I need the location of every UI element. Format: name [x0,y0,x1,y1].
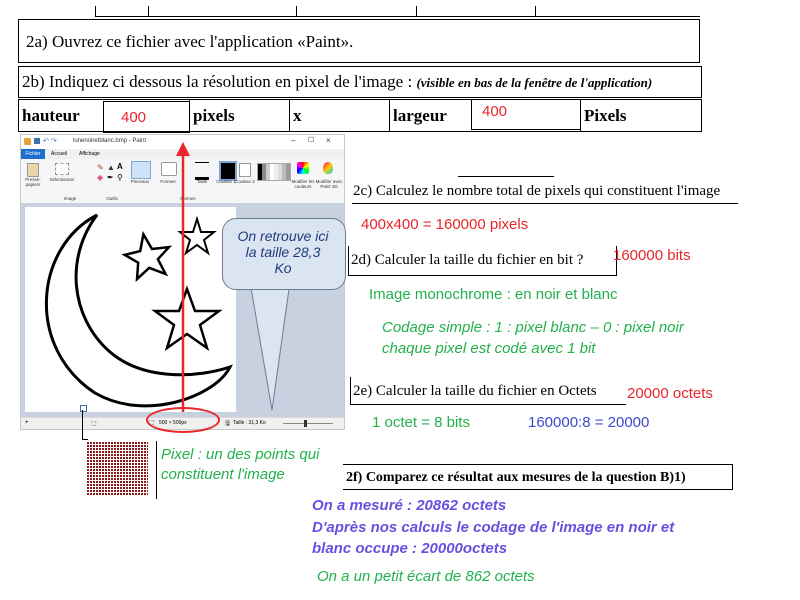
clipboard-icon[interactable] [27,163,39,177]
question-2c: 2c) Calculez le nombre total de pixels qui constituent l'image [353,183,721,199]
color2-swatch[interactable] [239,163,251,177]
table-border [18,99,702,100]
question-2a: 2a) Ouvrez ce fichier avec l'application «Paint». [26,32,354,51]
note-2e-2: 160000:8 = 20000 [528,414,650,431]
menu-affichage[interactable]: Affichage [79,151,100,157]
answer-2f-2: D'après nos calculs le codage de l'image en noir et [312,519,675,536]
underline [343,489,733,490]
table-border [148,6,149,16]
table-border [18,19,19,63]
presse-papiers-button[interactable]: Presse-papiers [25,177,41,187]
paint-title: lunenoiretblanc.bmp - Paint [73,138,147,144]
add-icon: + [25,420,29,426]
palette[interactable] [257,163,291,181]
pixel-zoom-connector [82,439,88,440]
status-file-size: Taille : 31,3 Ko [233,420,266,426]
image-group-label: Image [63,196,77,201]
moon-stars-drawing [25,207,236,412]
note-2d-2: Codage simple : 1 : pixel blanc – 0 : pixel noir [382,319,684,336]
question-2d: 2d) Calculer la taille du fichier en bit ? [351,252,584,268]
fill-icon[interactable]: ▲ [107,163,115,172]
pixel-zoom-connector [82,410,83,440]
question-2b [22,72,652,92]
answer-2f-3: blanc occupe : 20000octets [312,540,508,557]
save-icon[interactable] [34,138,40,144]
table-border [701,99,702,132]
redo-icon[interactable]: ↷ [51,138,57,145]
maximize-icon[interactable]: ☐ [308,137,315,144]
color1-swatch[interactable] [219,161,237,181]
menu-accueil[interactable]: Accueil [51,151,68,157]
star-shape [122,230,174,280]
answer-2c: 400x400 = 160000 pixels [361,216,529,233]
selectionner-button[interactable]: Sélectionner [49,177,75,182]
table-border [389,99,390,132]
callout-text: On retrouve ici la taille 28,3 Ko [237,228,329,276]
hauteur-value-box [103,101,190,133]
hauteur-label: hauteur [22,106,80,125]
pinceaux-button[interactable]: Pinceaux [130,179,150,184]
underline [349,275,617,276]
paint-app-icon [24,138,31,145]
question-2b-hint: (visible en bas de la fenêtre de l'application) [416,75,653,90]
table-border [416,6,417,16]
couleur1-button[interactable]: Couleur 1 [216,179,236,184]
answer-2f-1: On a mesuré : 20862 octets [312,497,507,514]
bracket [350,377,351,405]
close-icon[interactable]: × [326,136,331,145]
modifier-paint3d-button[interactable]: Modifier avec Paint 3D [315,179,343,189]
menu-fichier[interactable]: Fichier [21,149,45,159]
question-2b-text: 2b) Indiquez ci dessous la résolution en pixel de l'image : [22,72,413,91]
table-border [296,6,297,16]
note-2d-3: chaque pixel est codé avec 1 bit [382,340,596,357]
magnifier-icon[interactable]: ⚲ [117,173,123,182]
formes-group-label: Formes [180,196,196,201]
modifier-couleurs-button[interactable]: Modifier les couleurs [291,179,315,189]
pixels-label: pixels [193,106,235,125]
answer-2d: 160000 bits [613,247,691,264]
brush-icon[interactable] [131,161,151,179]
question-2e: 2e) Calculer la taille du fichier en Octets [353,383,597,399]
formes-button[interactable]: Formes [160,179,176,184]
table-border [18,66,702,67]
table-border [699,19,700,63]
minimize-icon[interactable]: – [291,136,296,145]
taille-button[interactable]: Taille [196,179,208,184]
callout-pointer [240,282,320,422]
table-border [18,66,19,98]
note-2d-1: Image monochrome : en noir et blanc [369,286,618,303]
outils-group-label: Outils [106,196,118,201]
table-border [18,97,702,98]
pencil-icon[interactable]: ✎ [97,163,104,172]
pixels2-label: Pixels [584,106,627,125]
table-border [18,19,700,20]
couleur2-button[interactable]: Couleur 2 [235,179,255,184]
image-canvas[interactable] [25,207,236,412]
select-icon[interactable] [55,163,69,175]
underline [343,464,733,465]
pixel-note-line [156,441,157,499]
red-arrow [173,140,193,430]
eraser-icon[interactable]: ◆ [97,173,104,182]
picker-icon[interactable]: ✒ [107,173,114,182]
select-size-icon: ⬚ [91,421,97,427]
undo-icon[interactable]: ↶ [43,138,49,145]
text-icon[interactable]: A [117,162,123,171]
question-2f: 2f) Comparez ce résultat aux mesures de la question B)1) [346,470,686,485]
table-border [18,99,19,132]
paint3d-icon[interactable] [323,162,333,174]
table-border [95,6,96,16]
pixel-note: Pixel : un des points qui constituent l'image [161,446,320,483]
underline [350,404,626,405]
table-border [289,99,290,132]
answer-2f-4: On a un petit écart de 862 octets [317,568,535,585]
underline [458,176,554,177]
bracket [732,464,733,490]
x-label: x [293,106,302,125]
hauteur-value: 400 [121,109,147,126]
pixel-grid-image [86,441,148,496]
file-size-icon: 🖫 [225,421,231,427]
table-border [701,66,702,98]
zoom-slider[interactable] [283,423,333,424]
largeur-value: 400 [482,103,508,120]
table-border [18,62,700,63]
table-border [95,16,700,17]
size-icon[interactable] [195,162,209,180]
bracket [348,246,349,276]
note-2e-1: 1 octet = 8 bits [372,414,470,431]
answer-2e: 20000 octets [627,385,713,402]
table-border [535,6,536,16]
edit-colors-icon[interactable] [297,162,309,174]
status-image-size: 500 × 500px [159,420,187,426]
largeur-label: largeur [393,106,447,125]
image-size-icon: ⬚ [149,420,155,426]
underline [352,203,738,204]
